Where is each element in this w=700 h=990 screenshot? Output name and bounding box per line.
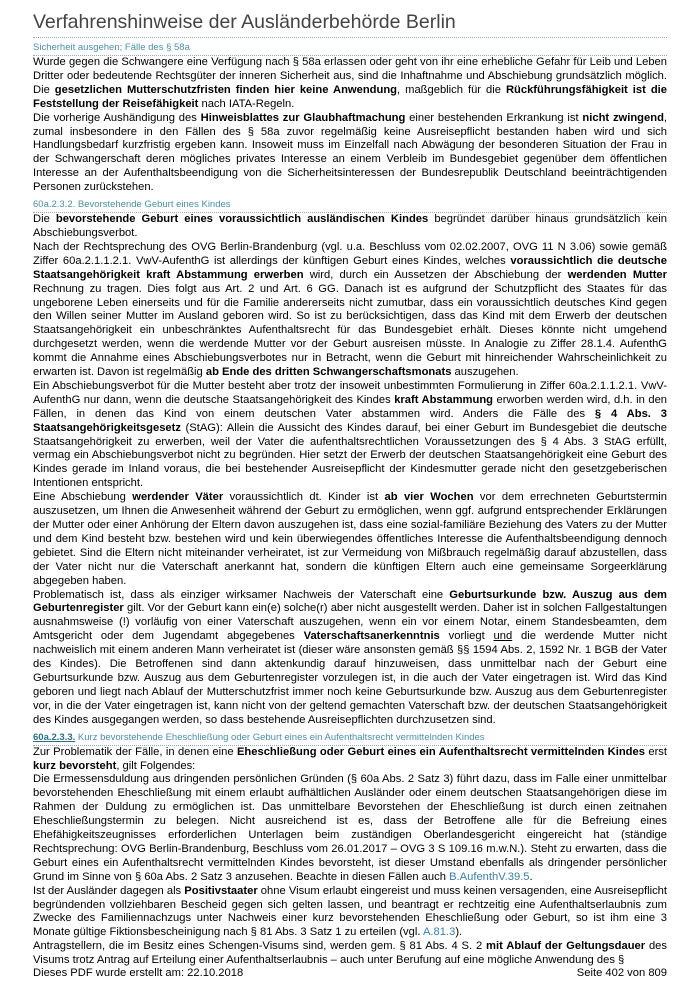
- paragraph: Wurde gegen die Schwangere eine Verfügung nach § 58a erlassen oder geht von ihr eine erhebliche Gefahr für Leib und Leben Dritter oder bedeutende Rechtsgüter der inneren Sicherheit aus, sind die Inhaftnahme und Abschiebung grundsätzlich möglich. Die gesetzlichen Mutterschutzfristen finden hier keine Anwendung, maßgeblich für die Rückführungsfähigkeit ist die Feststellung der Reisefähigkeit nach IATA-Regeln.: [33, 56, 668, 110]
- document-page: [33, 10, 667, 968]
- link-b-aufenthv-39-5[interactable]: B.AufenthV.39.5: [449, 870, 530, 883]
- page-number: Seite 402 von 809: [576, 967, 667, 979]
- paragraph: Antragstellern, die im Besitz eines Schengen-Visums sind, werden gem. § 81 Abs. 4 S. 2 mit Ablauf der Geltungsdauer des Visums trotz Antrag auf Erteilung einer Aufenthaltserlaubnis – auch unter Berufung auf eine mögliche Anwendung des §: [33, 940, 667, 967]
- link-a-81-3[interactable]: A.81.3: [422, 926, 456, 939]
- page-footer: [33, 967, 667, 979]
- paragraph: Eine Abschiebung werdender Väter voraussichtlich dt. Kinder ist ab vier Wochen vor dem errechneten Geburtstermin auszusetzen, um Ihnen die Anwesenheit während der Geburt zu ermöglichen, wenn ggf. aufgrund entsprechender Erklärungen der Mutter oder einer Anhörung der Eltern davon auszugehen ist, dass eine sozial-familiäre Beziehung des Vaters zu der Mutter und dem Kind besteht bzw. bestehen wird und kein überwiegendes öffentliches Interesse die Aufenthaltsbeendigung dennoch gebietet. Sind die Eltern nicht miteinander verheiratet, ist zur Vermeidung von Mißbrauch regelmäßig darauf abzustellen, dass der Vater nicht nur die Vaterschaft anerkannt hat, sondern die künftigen Eltern auch eine gemeinsame Sorgeerklärung abgegeben haben.: [33, 491, 667, 587]
- section-heading-58a: Sicherheit ausgehen; Fälle des § 58a: [33, 41, 667, 56]
- paragraph: Ein Abschiebungsverbot für die Mutter besteht aber trotz der insoweit unbestimmten Formulierung in Ziffer 60a.2.1.1.2.1. VwV-AufenthG nur dann, wenn die deutsche Staatsangehörigkeit des Kindes kraft Abstammung erworben werden wird, d.h. in den Fällen, in denen das Kind von einem deutschen Vater abstammen wird. Anders die Fälle des § 4 Abs. 3 Staatsangehörigkeitsgesetz (StAG): Allein die Aussicht des Kindes darauf, bei einer Geburt im Bundesgebiet die deutsche Staatsangehörigkeit zu erwerben, weil der Vater die aufenthaltsrechtlichen Voraussetzungen des § 4 Abs. 3 StAG erfüllt, vermag ein Abschiebungsverbot nicht zu begründen. Hier setzt der Erwerb der deutschen Staatsangehörigkeit eine Geburt des Kindes gerade im Inland voraus, die bei bestehender Ausreisepflicht der Kindesmutter gerade nicht den gesetzgeberischen Intentionen entspricht.: [33, 379, 668, 490]
- section-heading-60a-2-3-2: 60a.2.3.2. Bevorstehende Geburt eines Kindes: [33, 198, 667, 213]
- created-date: Dieses PDF wurde erstellt am: 22.10.2018: [33, 967, 244, 979]
- paragraph: Die Ermessensduldung aus dringenden persönlichen Gründen (§ 60a Abs. 2 Satz 3) führt dazu, dass im Falle einer unmittelbar bevorstehenden Eheschließung mit einem erlaubt aufhältlichen Ausländer oder einem deutschen Staatsangehörigen diese im Rahmen der Duldung zu ermöglichen ist. Das unmittelbare Bevorstehen der Eheschließung ist durch einen zeitnahen Eheschließungstermin zu belegen. Nicht ausreichend ist es, dass der Betroffene alle für die Befreiung eines Ehefähigkeitszeugnisses erforderlichen Unterlagen beim zuständigen Oberlandesgericht eingereicht hat (ständige Rechtsprechung: OVG Berlin-Brandenburg, Beschluss vom 26.01.2017 – OVG 3 S 109.16 m.w.N.). Steht zu erwarten, dass die Geburt eines ein Aufenthaltsrecht vermittelnden Kindes bevorsteht, ist dieser Umstand ebenfalls als dringender persönlicher Grund im Sinne von § 60a Abs. 2 Satz 3 anzusehen. Beachte in diesen Fällen auch B.AufenthV.39.5.: [33, 773, 667, 883]
- paragraph: Nach der Rechtsprechung des OVG Berlin-Brandenburg (vgl. u.a. Beschluss vom 02.02.2007, OVG 11 N 3.06) sowie gemäß Ziffer 60a.2.1.1.2.1. VwV-AufenthG ist allerdings der künftigen Geburt eines Kindes, welches voraussichtlich die deutsche Staatsangehörigkeit kraft Abstammung erwerben wird, durch ein Aussetzen der Abschiebung der werdenden Mutter Rechnung zu tragen. Dies folgt aus Art. 2 und Art. 6 GG. Danach ist es aufgrund der Schutzpflicht des Staates für das ungeborene Leben einerseits und für die Familie andererseits nicht zumutbar, dass ein voraussichtlich deutsches Kind gegen den Willen seiner Mutter im Ausland geboren wird. So ist zu berücksichtigen, dass das Kind mit dem Erwerb der deutschen Staatsangehörigkeit ein unbeschränktes Aufenthaltsrecht für das Bundesgebiet erhält. Dieses könnte nicht umgehend durchgesetzt werden, wenn die werdende Mutter vor der Geburt ausreisen müsste. In Analogie zu Ziffer 28.1.4. AufenthG kommt die Annahme eines Abschiebungsverbotes nur in Betracht, wenn die Geburt mit hinreichender Wahrscheinlichkeit zu erwarten ist. Davon ist regelmäßig ab Ende des dritten Schwangerschaftsmonats auszugehen.: [33, 240, 667, 379]
- section-number-link[interactable]: 60a.2.3.3.: [33, 731, 76, 743]
- section-heading-60a-2-3-3: 60a.2.3.3. Kurz bevorstehende Eheschließung oder Geburt eines ein Aufenthaltsrecht vermittelnden Kindes: [33, 731, 667, 746]
- paragraph: Zur Problematik der Fälle, in denen eine Eheschließung oder Geburt eines ein Aufenthaltsrecht vermittelnden Kindes erst kurz bevorsteht, gilt Folgendes:: [33, 745, 667, 772]
- document-title: Verfahrenshinweise der Ausländerbehörde Berlin: [33, 10, 667, 38]
- paragraph: Die bevorstehende Geburt eines voraussichtlich ausländischen Kindes begründet darüber hinaus grundsätzlich kein Abschiebungsverbot.: [33, 213, 667, 239]
- paragraph: Die vorherige Aushändigung des Hinweisblattes zur Glaubhaftmachung einer bestehenden Erkrankung ist nicht zwingend, zumal insbesondere in den Fällen des § 58a zuvor regelmäßig keine Ausreisepflicht bestanden haben wird und sich Handlungsbedarf kurzfristig ergeben kann. Insoweit muss im Einzelfall nach Abwägung der besonderen Situation der Frau in der Schwangerschaft deren mögliches privates Interesse an einem Verbleib im Bundesgebiet gegenüber dem öffentlichen Interesse an der Aufenthaltsbeendigung von die Sicherheitsinteressen der Bundesrepublik Deutschland beeinträchtigenden Personen zurückstehen.: [33, 111, 668, 194]
- paragraph: Ist der Ausländer dagegen als Positivstaater ohne Visum erlaubt eingereist und muss keinen versagenden, eine Ausreisepflicht begründenden vollziehbaren Bescheid gegen sich gelten lassen, und beantragt er rechtzeitig eine Aufenthaltserlaubnis zum Zwecke des Familiennachzugs unter Nachweis einer kurz bevorstehenden Eheschließung oder Geburt, so ist ihm eine 3 Monate gültige Fiktionsbescheinigung nach § 81 Abs. 3 Satz 1 zu erteilen (vgl. A.81.3).: [33, 884, 667, 939]
- paragraph: Problematisch ist, dass als einziger wirksamer Nachweis der Vaterschaft eine Geburtsurkunde bzw. Auszug aus dem Geburtenregister gilt. Vor der Geburt kann ein(e) solche(r) aber nicht ausgestellt werden. Daher ist in solchen Fallgestaltungen ausnahmsweise (!) vorläufig von einer Vaterschaft auszugehen, wenn ein vor einem Notar, einem Standesbeamten, dem Amtsgericht oder dem Jugendamt abgegebenes Vaterschaftsanerkenntnis vorliegt und die werdende Mutter nicht nachweislich mit einem anderen Mann verheiratet ist (dieser wäre ansonsten gemäß §§ 1594 Abs. 2, 1592 Nr. 1 BGB der Vater des Kindes). Die Betroffenen sind dann aktenkundig darauf hinzuweisen, dass unmittelbar nach der Geburt eine Geburtsurkunde bzw. Auszug aus dem Geburtenregister vorzulegen ist, in die auch der Vater eingetragen ist. Wird das Kind geboren und liegt nach Ablauf der Mutterschutzfrist immer noch keine Geburtsurkunde bzw. Auszug aus dem Geburtenregister vor, in die der Vater eingetragen ist, kann nicht von der geltend gemachten Vaterschaft bzw. der deutschen Staatsangehörigkeit des Kindes ausgegangen werden, so dass bestehende Ausreisepflichten durchzusetzen sind.: [33, 588, 667, 726]
